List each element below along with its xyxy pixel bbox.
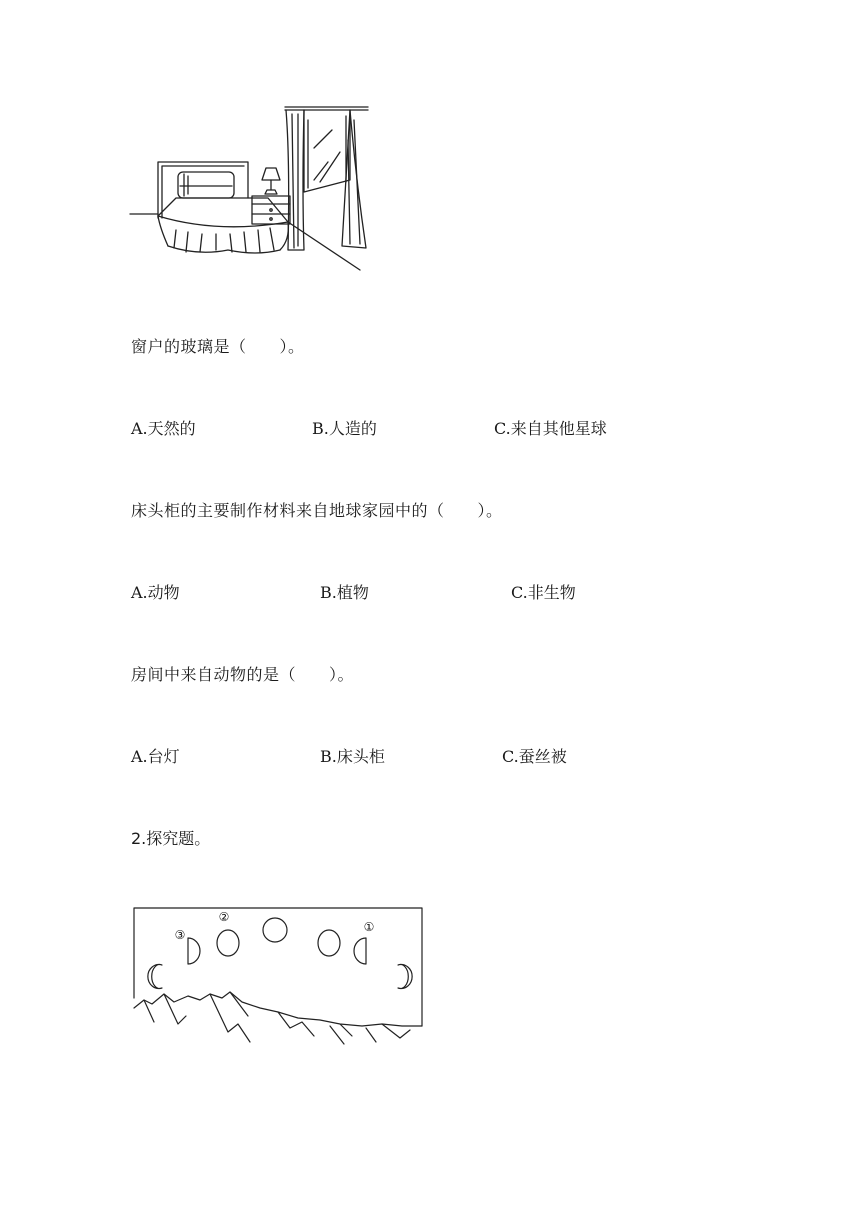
gibbous-right xyxy=(318,930,340,956)
question-2-stem: 床头柜的主要制作材料来自地球家园中的（ ）。 xyxy=(131,501,503,520)
half-moon-right xyxy=(354,938,366,964)
section-2-title: 2.探究题。 xyxy=(131,829,211,848)
question-3-option-b[interactable]: B.床头柜 xyxy=(320,747,385,766)
gibbous-left xyxy=(217,930,239,956)
full-moon xyxy=(263,918,287,942)
moon-phases-illustration xyxy=(130,904,430,1050)
marker-1: ① xyxy=(363,920,375,934)
question-1-stem: 窗户的玻璃是（ ）。 xyxy=(131,337,305,356)
question-3-option-c[interactable]: C.蚕丝被 xyxy=(502,747,567,766)
question-1-option-a[interactable]: A.天然的 xyxy=(131,419,196,438)
half-moon-left xyxy=(188,938,200,964)
question-2-option-b[interactable]: B.植物 xyxy=(320,583,369,602)
question-2-option-a[interactable]: A.动物 xyxy=(131,583,180,602)
question-1-option-b[interactable]: B.人造的 xyxy=(312,419,377,438)
question-3-option-a[interactable]: A.台灯 xyxy=(131,747,180,766)
marker-2: ② xyxy=(218,910,230,924)
marker-3: ③ xyxy=(174,928,186,942)
bedroom-illustration xyxy=(128,100,378,275)
question-1-option-c[interactable]: C.来自其他星球 xyxy=(494,419,607,438)
crescent-right xyxy=(398,965,412,989)
question-3-stem: 房间中来自动物的是（ ）。 xyxy=(131,665,355,684)
question-2-option-c[interactable]: C.非生物 xyxy=(511,583,576,602)
crescent-left xyxy=(148,965,162,989)
